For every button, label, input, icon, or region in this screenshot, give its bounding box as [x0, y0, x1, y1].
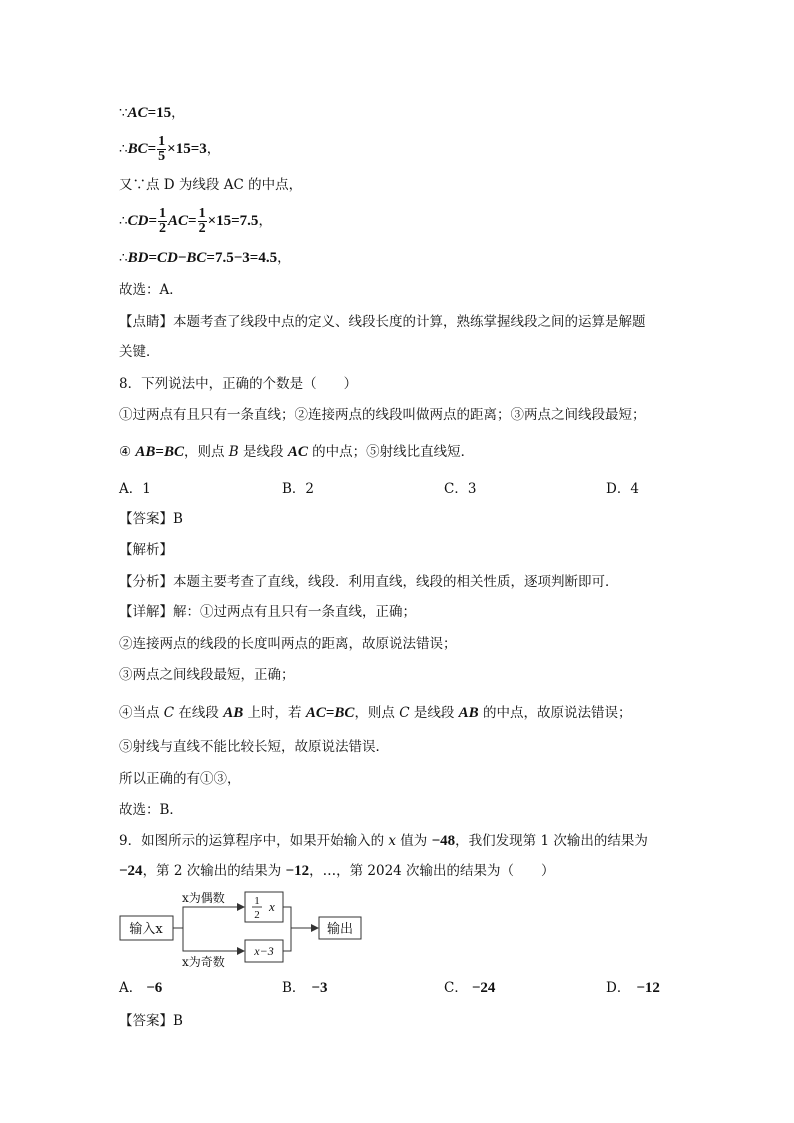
q8-detail-3: ③两点之间线段最短，正确；: [119, 667, 295, 683]
q9-option-c: C． −24: [444, 980, 496, 996]
q9-option-b: B． −3: [282, 980, 328, 996]
q9-option-d: D． −12: [606, 980, 660, 996]
q8-statements-1: ①过两点有且只有一条直线；②连接两点的线段叫做两点的距离；③两点之间线段最短；: [119, 407, 646, 423]
q9-option-a: A． −6: [119, 980, 163, 996]
q8-detail-7: 故选：B．: [119, 802, 183, 818]
q8-detail-5: ⑤射线与直线不能比较长短，故原说法错误．: [119, 739, 389, 755]
half-x-denominator: 2: [254, 909, 260, 921]
q8-detail-6: 所以正确的有①③，: [119, 771, 241, 787]
operation-flowchart: [119, 888, 369, 970]
q8-option-a: A．1: [119, 481, 151, 497]
input-label: 输入x: [129, 922, 163, 937]
odd-condition-label: x为奇数: [182, 955, 225, 969]
solution-choice: 故选：A．: [119, 282, 183, 298]
solution-line-3: 又∵点 D 为线段 AC 的中点，: [119, 177, 303, 193]
solution-line-2: ∴BC= $\frac{1}{5}$ ×15=3，: [119, 134, 221, 164]
solution-line-5: ∴BD=CD−BC=7.5−3=4.5，: [119, 250, 291, 266]
q8-statements-2: ④ AB=BC，则点 B 是线段 AC 的中点；⑤射线比直线短．: [119, 444, 475, 460]
fraction: $\frac{1}{2}$: [159, 206, 166, 236]
fraction: $\frac{1}{5}$: [158, 134, 166, 164]
q9-stem-1: 9．如图所示的运算程序中，如果开始输入的 x 值为 −48，我们发现第 1 次输出的结果为: [119, 833, 648, 849]
q8-analysis-heading: 【解析】: [119, 542, 173, 558]
split-connector: [173, 907, 239, 951]
fraction: $\frac{1}{2}$: [198, 206, 206, 236]
q9-stem-2: −24，第 2 次输出的结果为 −12，…，第 2024 次输出的结果为（ ）: [119, 863, 555, 879]
q8-detail-1: 【详解】解：①过两点有且只有一条直线，正确；: [119, 604, 416, 620]
q8-option-c: C．3: [444, 481, 477, 497]
merge-connector: [283, 907, 309, 951]
q9-answer: 【答案】B: [119, 1013, 183, 1029]
q8-fenxi: 【分析】本题主要考查了直线，线段．利用直线，线段的相关性质，逐项判断即可．: [119, 574, 619, 590]
dianjing-line-1: 【点睛】本题考查了线段中点的定义、线段长度的计算，熟练掌握线段之间的运算是解题: [119, 314, 646, 330]
q8-option-d: D．4: [606, 481, 639, 497]
q8-option-b: B．2: [282, 481, 315, 497]
q8-answer: 【答案】B: [119, 511, 183, 527]
q8-stem: 8．下列说法中，正确的个数是（ ）: [119, 376, 358, 392]
dianjing-line-2: 关键．: [119, 344, 160, 360]
even-condition-label: x为偶数: [182, 891, 225, 905]
output-label: 输出: [326, 922, 354, 937]
q8-detail-2: ②连接两点的线段的长度叫两点的距离，故原说法错误；: [119, 636, 457, 652]
x-minus-3-label: x−3: [254, 944, 274, 958]
half-x-box: [245, 892, 283, 922]
solution-line-4: ∴CD= $\frac{1}{2}$ AC= $\frac{1}{2}$ ×15=7.5，: [119, 206, 272, 236]
q8-detail-4: ④当点 C 在线段 AB 上时，若 AC=BC，则点 C 是线段 AB 的中点，故原说法错误；: [119, 705, 632, 721]
solution-line-1: ∵AC=15，: [119, 105, 185, 121]
half-x-variable: x: [269, 899, 275, 914]
half-x-numerator: 1: [254, 895, 260, 907]
